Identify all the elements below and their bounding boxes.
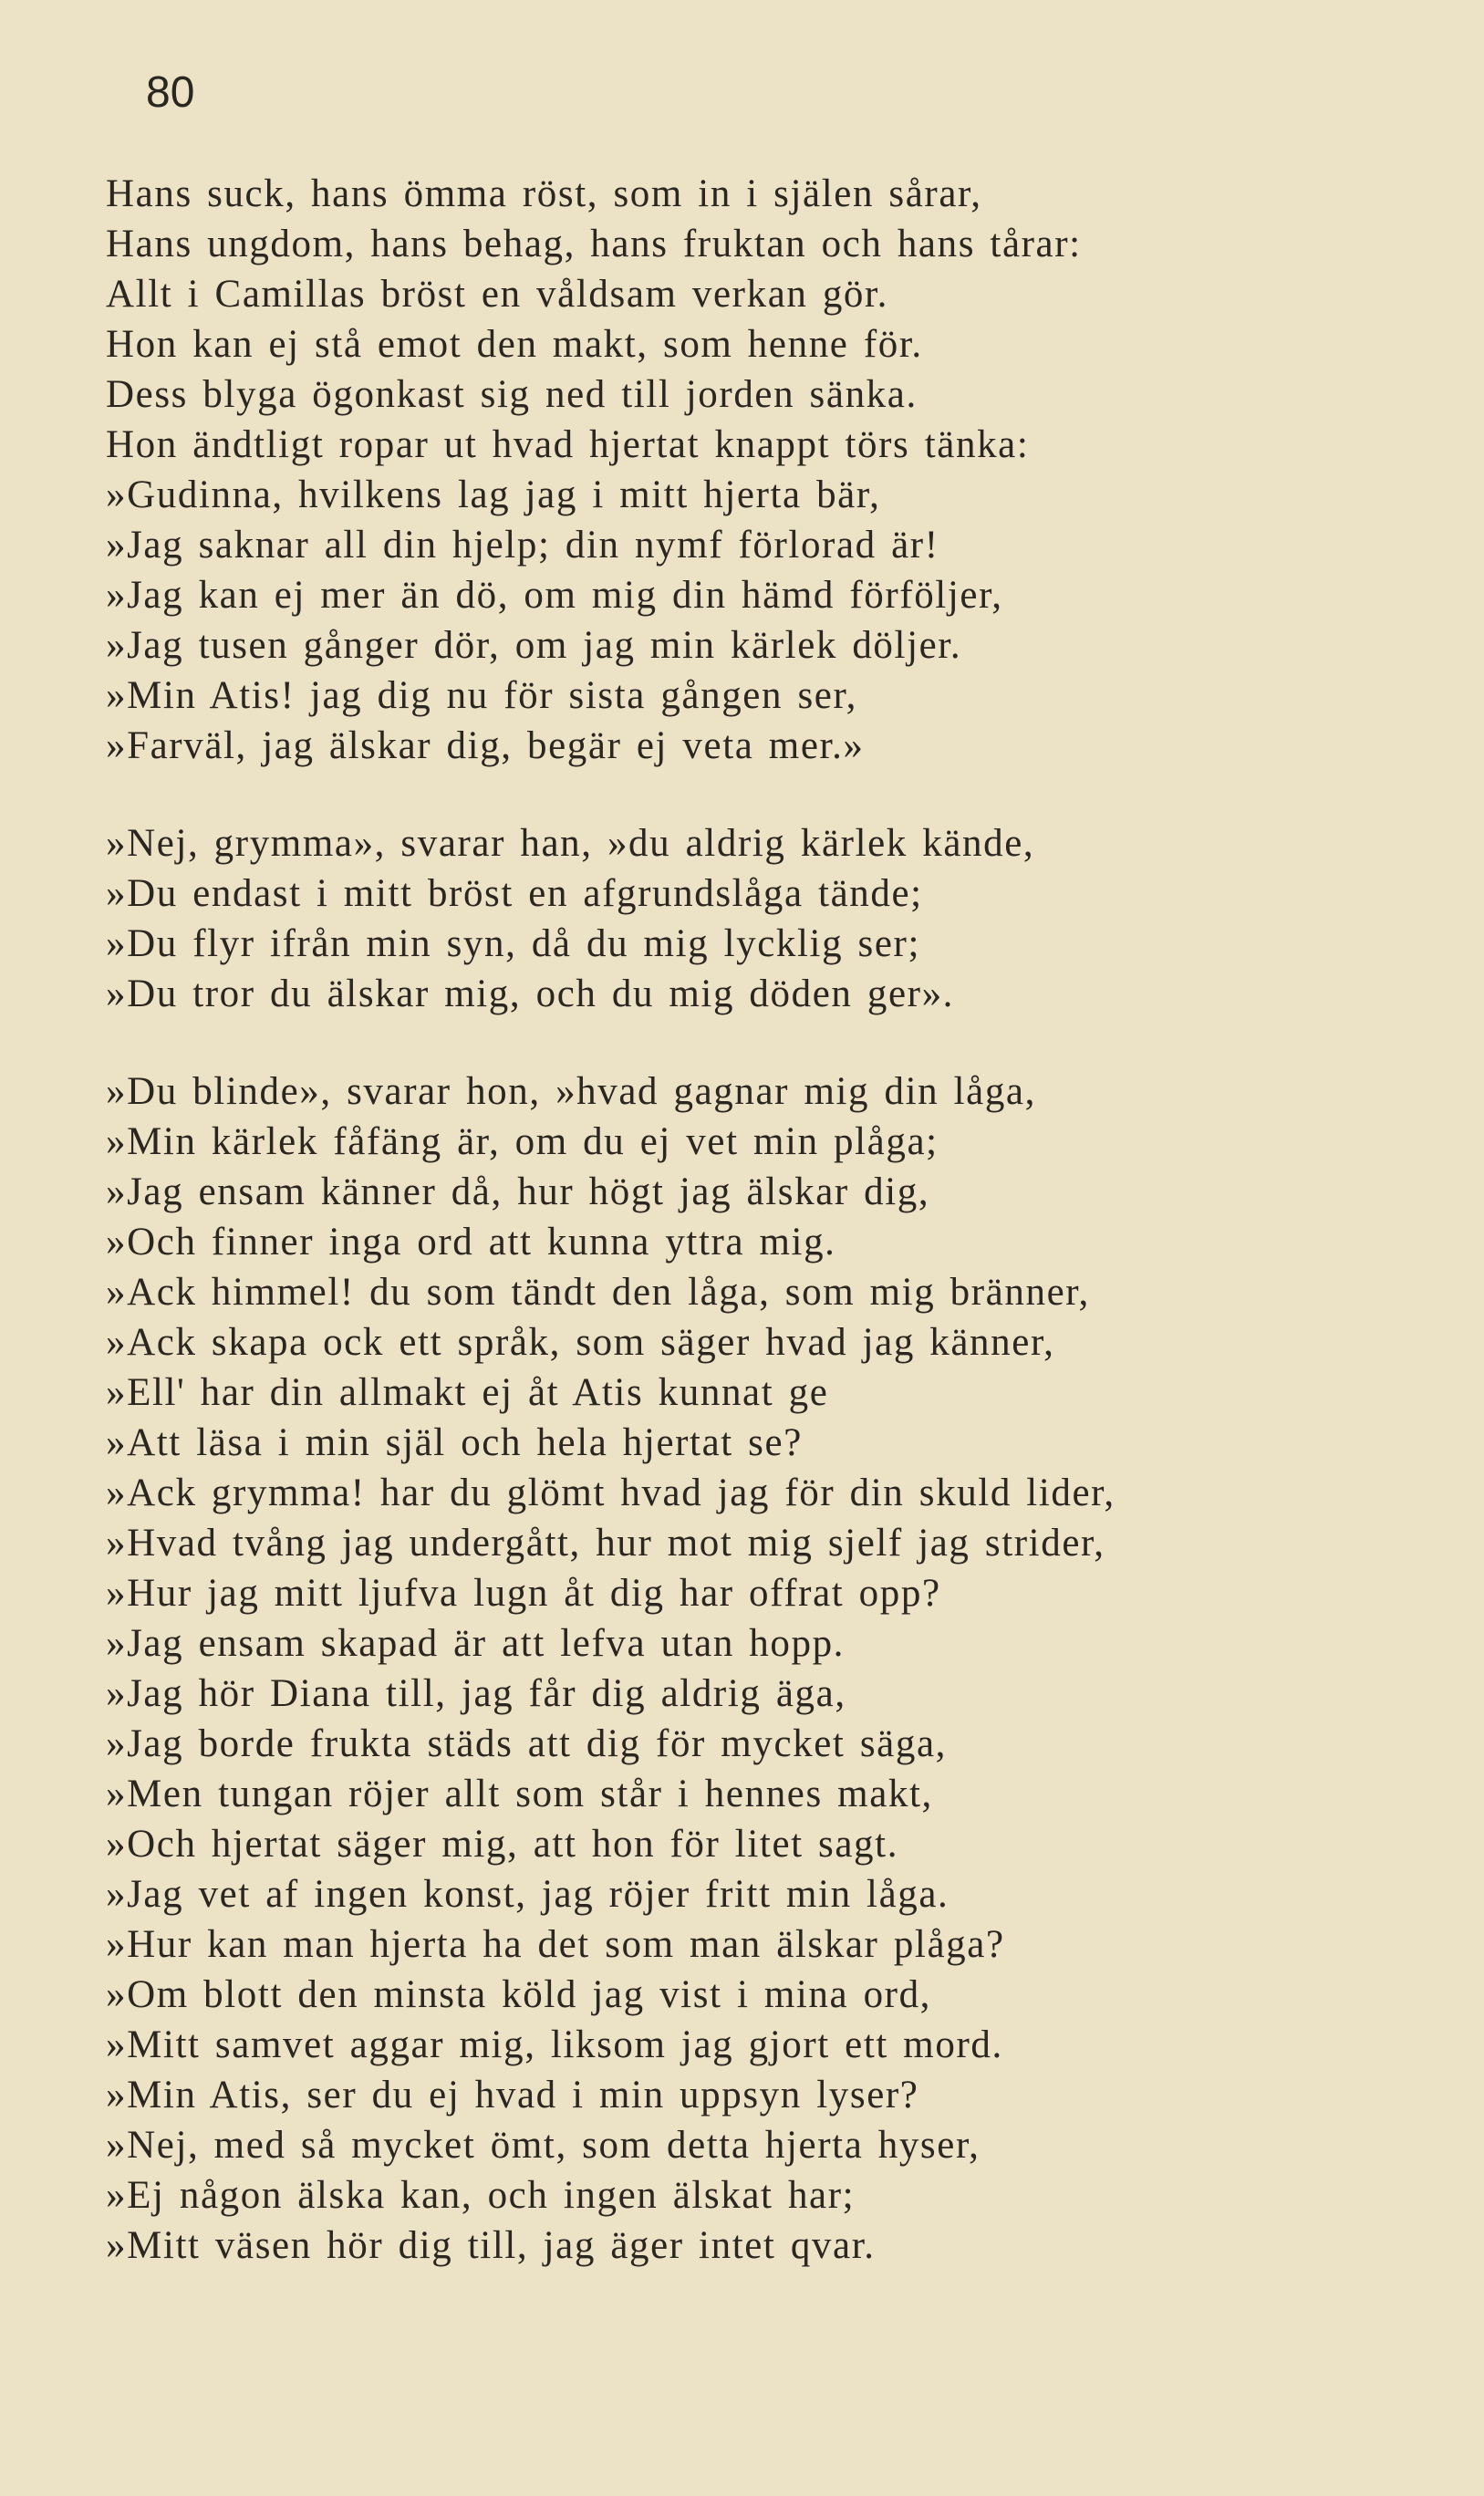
verse-line: »Jag vet af ingen konst, jag röjer fritt min låga.: [106, 1873, 950, 1916]
page-number: 80: [146, 68, 195, 117]
verse-line: »Att läsa i min själ och hela hjertat se?: [106, 1421, 803, 1464]
stanza: [106, 818, 1456, 1019]
verse-line: »Och hjertat säger mig, att hon för litet sagt.: [106, 1823, 899, 1866]
verse-line: Dess blyga ögonkast sig ned till jorden sänka.: [106, 373, 918, 416]
verse-line: »Och finner inga ord att kunna yttra mig.: [106, 1221, 836, 1264]
poem-body: [106, 169, 1456, 2271]
stanza: [106, 1066, 1456, 2271]
verse-line: »Hur kan man hjerta ha det som man älskar plåga?: [106, 1923, 1005, 1966]
verse-line: Hon kan ej stå emot den makt, som henne för.: [106, 323, 923, 366]
verse-line: »Hur jag mitt ljufva lugn åt dig har offrat opp?: [106, 1572, 941, 1615]
verse-line: »Ack himmel! du som tändt den låga, som mig bränner,: [106, 1271, 1090, 1314]
verse-line: »Ell' har din allmakt ej åt Atis kunnat ge: [106, 1371, 829, 1414]
verse-line: »Mitt väsen hör dig till, jag äger intet qvar.: [106, 2224, 876, 2267]
verse-line: »Du endast i mitt bröst en afgrundslåga tände;: [106, 872, 923, 915]
verse-line: »Jag kan ej mer än dö, om mig din hämd förföljer,: [106, 574, 1003, 617]
verse-line: »Jag borde frukta städs att dig för mycket säga,: [106, 1722, 947, 1765]
verse-line: »Jag tusen gånger dör, om jag min kärlek döljer.: [106, 624, 962, 667]
verse-line: »Farväl, jag älskar dig, begär ej veta mer.»: [106, 724, 865, 767]
verse-line: »Du tror du älskar mig, och du mig döden ger».: [106, 972, 955, 1015]
verse-line: »Jag hör Diana till, jag får dig aldrig äga,: [106, 1672, 846, 1715]
verse-line: »Hvad tvång jag undergått, hur mot mig sjelf jag strider,: [106, 1522, 1105, 1565]
verse-line: »Min kärlek fåfäng är, om du ej vet min plåga;: [106, 1120, 939, 1163]
verse-line: »Nej, med så mycket ömt, som detta hjerta hyser,: [106, 2124, 981, 2167]
verse-line: »Min Atis, ser du ej hvad i min uppsyn lyser?: [106, 2074, 919, 2116]
verse-line: »Om blott den minsta köld jag vist i mina ord,: [106, 1973, 932, 2016]
verse-line: »Du blinde», svarar hon, »hvad gagnar mig din låga,: [106, 1070, 1036, 1113]
verse-line: Allt i Camillas bröst en våldsam verkan gör.: [106, 273, 888, 316]
verse-line: Hon ändtligt ropar ut hvad hjertat knappt törs tänka:: [106, 423, 1030, 466]
verse-line: »Min Atis! jag dig nu för sista gången ser,: [106, 674, 858, 717]
verse-line: »Mitt samvet aggar mig, liksom jag gjort ett mord.: [106, 2023, 1003, 2066]
verse-line: »Ack skapa ock ett språk, som säger hvad jag känner,: [106, 1321, 1055, 1364]
verse-line: »Ack grymma! har du glömt hvad jag för din skuld lider,: [106, 1472, 1116, 1514]
verse-line: »Jag saknar all din hjelp; din nymf förlorad är!: [106, 524, 939, 567]
verse-line: »Jag ensam skapad är att lefva utan hopp.: [106, 1622, 846, 1665]
verse-line: »Jag ensam känner då, hur högt jag älskar dig,: [106, 1170, 930, 1213]
verse-line: Hans ungdom, hans behag, hans fruktan och hans tårar:: [106, 223, 1082, 265]
stanza: [106, 169, 1456, 771]
verse-line: »Gudinna, hvilkens lag jag i mitt hjerta bär,: [106, 473, 881, 516]
verse-line: »Du flyr ifrån min syn, då du mig lycklig ser;: [106, 922, 921, 965]
verse-line: »Ej någon älska kan, och ingen älskat har;: [106, 2174, 856, 2217]
verse-line: Hans suck, hans ömma röst, som in i själen sårar,: [106, 172, 982, 215]
verse-line: »Nej, grymma», svarar han, »du aldrig kärlek kände,: [106, 822, 1035, 865]
verse-line: »Men tungan röjer allt som står i hennes makt,: [106, 1773, 933, 1815]
